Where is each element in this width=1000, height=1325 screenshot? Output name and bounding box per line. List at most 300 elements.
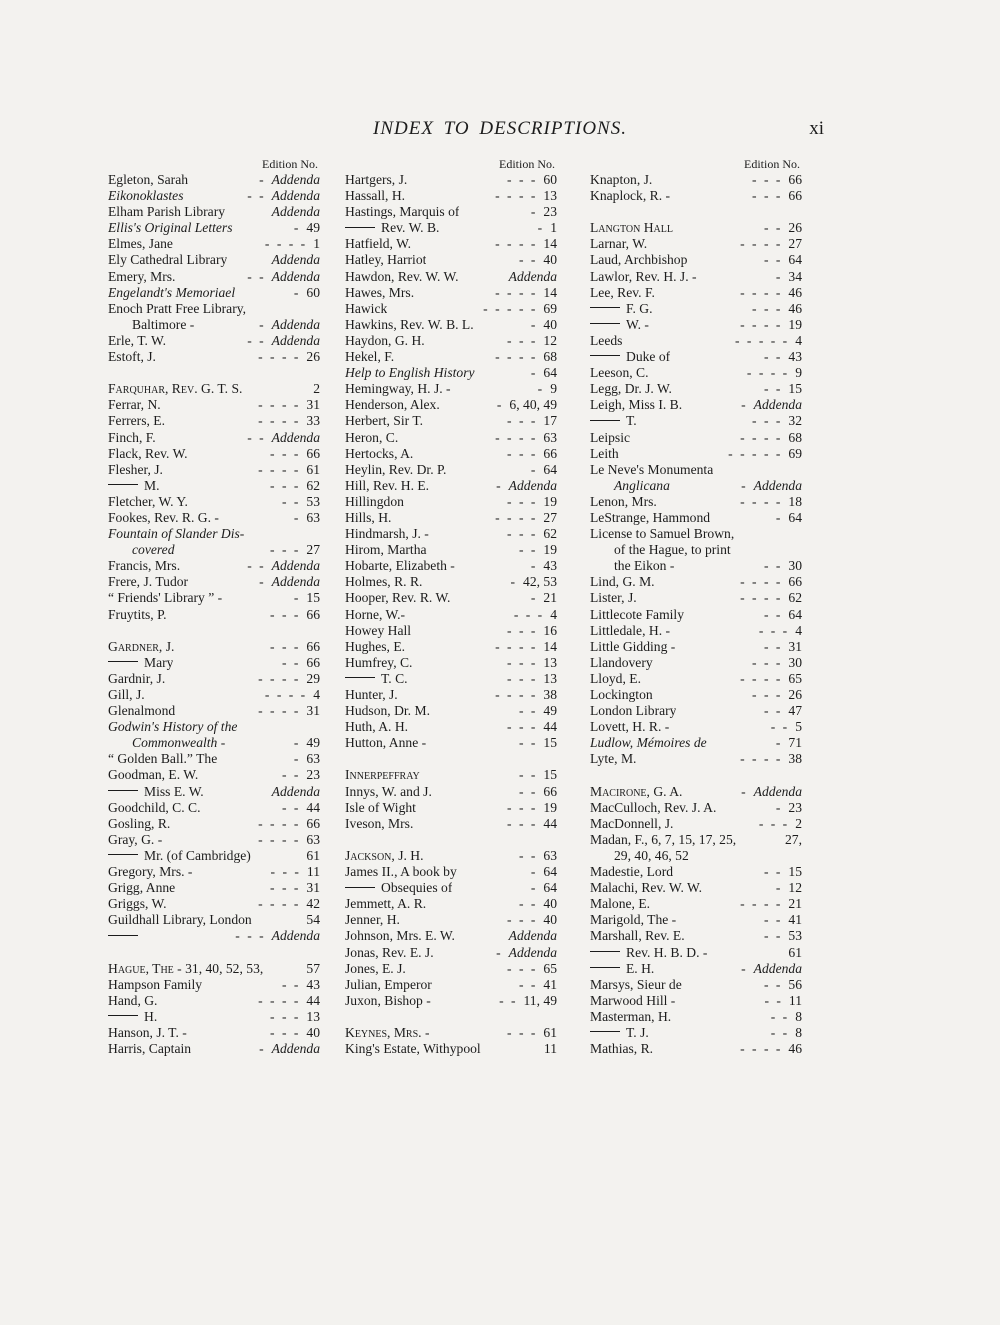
entry-leader: - — [293, 751, 301, 767]
entry-edition-number: 21 — [788, 896, 802, 912]
entry-name: Hobarte, Elizabeth - — [345, 558, 455, 574]
entry-leader: - — [259, 574, 266, 590]
entry-name: Juxon, Bishop - — [345, 992, 431, 1008]
index-entry — [108, 655, 320, 671]
entry-name: Help to English History — [345, 365, 475, 381]
entry-leader: - - — [763, 252, 783, 268]
index-entry — [345, 558, 557, 574]
entry-leader: - - — [281, 976, 301, 992]
entry-leader: - - - - — [258, 831, 301, 847]
entry-name: Hooper, Rev. R. W. — [345, 590, 451, 606]
entry-leader: - - — [281, 799, 301, 815]
index-entry — [345, 639, 557, 655]
entry-leader: - — [293, 284, 301, 300]
index-entry — [345, 896, 557, 912]
index-entry — [345, 1041, 557, 1057]
entry-name: T. J. — [590, 1025, 649, 1041]
index-entry — [345, 301, 557, 317]
index-entry — [108, 945, 320, 961]
entry-edition-number: 44 — [543, 815, 557, 831]
entry-leader: - - — [518, 252, 538, 268]
entry-leader: - - - — [507, 526, 538, 542]
entry-edition-number: 61 — [543, 1024, 557, 1040]
entry-name — [108, 928, 144, 944]
entry-edition-number: 61 — [788, 944, 802, 960]
index-entry — [590, 784, 802, 800]
entry-leader: - - - — [758, 815, 790, 831]
entry-name: Herbert, Sir T. — [345, 413, 424, 429]
index-entry — [108, 430, 320, 446]
entry-edition-number: 65 — [543, 960, 557, 976]
entry-name: Iveson, Mrs. — [345, 815, 414, 831]
index-entry — [108, 800, 320, 816]
entry-edition-number: 69 — [543, 300, 557, 316]
entry-name: Lockington — [590, 687, 653, 702]
entry-name: Hills, H. — [345, 509, 392, 525]
entry-name: Gregory, Mrs. - — [108, 864, 193, 880]
index-entry — [345, 236, 557, 252]
entry-name: Erle, T. W. — [108, 332, 167, 348]
entry-leader: - — [496, 477, 503, 493]
entry-edition-number: 47 — [788, 703, 802, 719]
index-entry — [590, 397, 802, 413]
entry-edition-number: 11, 49 — [523, 992, 557, 1008]
entry-leader: - - - — [270, 1008, 301, 1024]
entry-edition-number: 13 — [543, 188, 557, 204]
entry-leader: - - — [763, 864, 783, 880]
entry-leader: - - - — [507, 670, 538, 686]
entry-name: Leipsic — [590, 429, 631, 445]
index-entry — [345, 494, 557, 510]
index-entry — [590, 945, 802, 961]
entry-name: Commonwealth - — [132, 735, 226, 751]
entry-name: Gardnir, J. — [108, 670, 166, 686]
entry-edition-number: 64 — [788, 606, 802, 622]
entry-edition-number: 19 — [543, 799, 557, 815]
entry-name: Ely Cathedral Library — [108, 252, 228, 268]
entry-leader: - - - — [752, 687, 783, 702]
entry-edition-number: 66 — [788, 574, 802, 590]
entry-leader: - - - — [507, 654, 538, 670]
entry-edition-number: 65 — [788, 670, 802, 686]
entry-edition-number: 31 — [306, 703, 320, 719]
index-entry — [345, 671, 557, 687]
entry-name: Innys, W. and J. — [345, 783, 432, 799]
index-entry — [345, 510, 557, 526]
entry-edition-number: 33 — [306, 413, 320, 429]
entry-name: Fookes, Rev. R. G. - — [108, 509, 219, 525]
entry-leader: - - - — [513, 606, 545, 622]
entry-name: Duke of — [590, 349, 670, 365]
entry-leader: - - - - — [495, 509, 538, 525]
entry-leader: - - - - — [258, 349, 301, 365]
entry-leader: - - - - — [740, 316, 783, 332]
entry-leader: - - - - — [258, 896, 301, 912]
entry-leader: - — [775, 735, 783, 751]
index-entry — [345, 365, 557, 381]
entry-name: Ellis's Original Letters — [108, 220, 233, 236]
entry-name: Miss E. W. — [108, 784, 204, 800]
index-entry — [108, 172, 320, 188]
entry-leader: - - — [518, 735, 538, 751]
entry-name: Malachi, Rev. W. W. — [590, 880, 703, 896]
index-entry — [345, 574, 557, 590]
index-entry — [590, 204, 802, 220]
index-entry — [108, 993, 320, 1009]
index-entry — [108, 928, 320, 944]
index-entry — [345, 430, 557, 446]
index-entry — [345, 945, 557, 961]
index-entry — [590, 172, 802, 188]
entry-edition-number: 64 — [543, 864, 557, 880]
entry-name: Anglicana — [614, 477, 670, 493]
entry-edition-number: 43 — [306, 976, 320, 992]
entry-name: Obsequies of — [345, 880, 452, 896]
entry-leader: - - - — [752, 188, 783, 204]
index-entry — [108, 590, 320, 606]
index-entry — [345, 800, 557, 816]
entry-name: M. — [108, 478, 160, 494]
index-entry — [590, 864, 802, 880]
entry-edition-number: 9 — [550, 381, 557, 397]
entry-leader: - — [259, 172, 266, 187]
entry-edition-number: 27 — [543, 509, 557, 525]
entry-edition-number: 8 — [795, 1024, 802, 1040]
entry-name: MacCulloch, Rev. J. A. — [590, 799, 717, 815]
entry-edition-number: 2 — [313, 381, 320, 397]
entry-edition-number: 12 — [788, 880, 802, 896]
entry-leader: - - - - — [740, 670, 783, 686]
entry-leader: - - - - — [495, 349, 538, 365]
entry-edition-number: 66 — [306, 815, 320, 831]
entry-name: Hill, Rev. H. E. — [345, 477, 430, 493]
index-entry — [108, 816, 320, 832]
entry-name: Godwin's History of the — [108, 719, 238, 735]
entry-edition-number: 40 — [543, 316, 557, 332]
index-entry — [345, 172, 557, 188]
entry-leader: - — [293, 509, 301, 525]
entry-leader: - - - — [270, 638, 301, 654]
entry-edition-number: 11 — [543, 1041, 557, 1057]
entry-edition-number: Addenda — [271, 268, 320, 284]
entry-name: Ferrers, E. — [108, 413, 165, 429]
entry-name: Marigold, The - — [590, 912, 677, 928]
index-entry — [590, 816, 802, 832]
entry-leader: - — [293, 590, 301, 606]
entry-name: Keynes, Mrs. - — [345, 1024, 430, 1040]
index-entry — [590, 832, 802, 848]
entry-name: Lyte, M. — [590, 751, 637, 767]
entry-leader: - — [775, 799, 783, 815]
entry-name: Llandovery — [590, 654, 653, 670]
index-entry — [345, 542, 557, 558]
entry-edition-number: 43 — [543, 558, 557, 574]
entry-name: Heylin, Rev. Dr. P. — [345, 461, 447, 477]
index-entry — [345, 961, 557, 977]
index-entry — [108, 526, 320, 542]
entry-name: Lenon, Mrs. — [590, 493, 657, 509]
entry-name: Leith — [590, 445, 619, 461]
entry-name: Hirom, Martha — [345, 542, 427, 558]
index-entry — [590, 526, 802, 542]
index-entry — [590, 623, 802, 639]
entry-edition-number: 66 — [788, 172, 802, 187]
entry-leader: - - - - — [258, 992, 301, 1008]
index-entry — [108, 767, 320, 783]
entry-leader: - - - — [507, 960, 538, 976]
entry-edition-number: 49 — [543, 703, 557, 719]
entry-name: Hawkins, Rev. W. B. L. — [345, 316, 474, 332]
index-entry — [590, 912, 802, 928]
entry-name: Goodchild, C. C. — [108, 799, 201, 815]
index-entry — [108, 639, 320, 655]
index-entry — [108, 204, 320, 220]
entry-edition-number: 4 — [795, 622, 802, 638]
entry-leader: - — [530, 461, 538, 477]
index-entry — [108, 961, 320, 977]
index-entry — [108, 317, 320, 333]
index-entry — [108, 220, 320, 236]
entry-edition-number: Addenda — [271, 316, 320, 332]
entry-leader: - - - - - — [734, 332, 790, 348]
entry-name: Heron, C. — [345, 429, 399, 445]
index-entry — [345, 703, 557, 719]
entry-leader: - - - — [507, 815, 538, 831]
entry-name: Laud, Archbishop — [590, 252, 688, 268]
index-entry — [345, 735, 557, 751]
index-entry — [345, 687, 557, 703]
index-entry — [345, 623, 557, 639]
index-entry — [590, 735, 802, 751]
entry-edition-number: 15 — [306, 590, 320, 606]
entry-edition-number: 63 — [306, 509, 320, 525]
entry-leader: - - — [763, 558, 783, 574]
entry-edition-number: 62 — [788, 590, 802, 606]
entry-leader: - - - — [507, 1024, 538, 1040]
entry-edition-number: Addenda — [753, 477, 802, 493]
entry-leader: - - - — [752, 654, 783, 670]
entry-edition-number: 40 — [543, 912, 557, 928]
entry-leader: - - - — [270, 477, 301, 493]
index-entry — [345, 317, 557, 333]
entry-edition-number: 64 — [543, 365, 557, 381]
entry-edition-number: 63 — [543, 847, 557, 863]
entry-name: Mr. (of Cambridge) — [108, 848, 251, 864]
entry-edition-number: 31 — [306, 880, 320, 896]
entry-edition-number: 43 — [788, 349, 802, 365]
entry-name: Hawick — [345, 300, 388, 316]
entry-name: Larnar, W. — [590, 236, 648, 252]
index-entry — [345, 252, 557, 268]
index-entry — [108, 542, 320, 558]
entry-name: Egleton, Sarah — [108, 172, 189, 187]
index-entries — [108, 172, 320, 1057]
index-entry — [590, 542, 802, 558]
entry-leader: - - - - — [495, 429, 538, 445]
index-entry — [590, 977, 802, 993]
entry-edition-number: Addenda — [753, 783, 802, 799]
entry-leader: - - — [518, 783, 538, 799]
entry-edition-number: 53 — [788, 928, 802, 944]
index-entry — [590, 751, 802, 767]
entry-name: Le Neve's Monumenta — [590, 461, 714, 477]
entry-leader: - - - — [507, 445, 538, 461]
index-entries — [345, 172, 557, 1057]
entry-edition-number: 26 — [306, 349, 320, 365]
entry-name: Johnson, Mrs. E. W. — [345, 928, 455, 944]
entry-edition-number: 8 — [795, 1008, 802, 1024]
entry-name: Madan, F., 6, 7, 15, 17, 25, — [590, 831, 737, 847]
entry-leader: - - — [518, 703, 538, 719]
index-entry — [590, 188, 802, 204]
index-entry — [345, 446, 557, 462]
index-entry — [590, 1009, 802, 1025]
entry-leader: - - - - — [495, 638, 538, 654]
entry-edition-number: 27 — [788, 236, 802, 252]
index-entry — [345, 767, 557, 783]
entry-edition-number: 2 — [795, 815, 802, 831]
entry-name: Fletcher, W. Y. — [108, 493, 188, 509]
index-entry — [108, 607, 320, 623]
index-entry — [590, 574, 802, 590]
index-entry — [590, 269, 802, 285]
entry-name: Humfrey, C. — [345, 654, 413, 670]
entry-name: Huth, A. H. — [345, 719, 409, 735]
entry-name: Hawes, Mrs. — [345, 284, 415, 300]
entry-edition-number: 63 — [306, 831, 320, 847]
entry-edition-number: 13 — [306, 1008, 320, 1024]
entry-edition-number: 54 — [306, 912, 320, 928]
entry-edition-number: 21 — [543, 590, 557, 606]
index-entry — [108, 751, 320, 767]
entry-edition-number: 68 — [788, 429, 802, 445]
entry-edition-number: 32 — [788, 413, 802, 429]
entry-leader: - - - — [507, 719, 538, 735]
entry-leader: - - - - — [740, 1041, 783, 1057]
entry-edition-number: 42 — [306, 896, 320, 912]
index-entry — [590, 607, 802, 623]
entry-leader: - - - — [752, 300, 783, 316]
index-entry — [345, 381, 557, 397]
entry-edition-number: Addenda — [271, 172, 320, 187]
edition-no-heading: Edition No. — [744, 157, 800, 171]
index-entry — [108, 333, 320, 349]
index-entry — [590, 639, 802, 655]
entry-leader: - - - - — [740, 284, 783, 300]
index-entry — [108, 462, 320, 478]
entry-edition-number: Addenda — [508, 928, 557, 944]
index-entry — [108, 510, 320, 526]
entry-leader: - - - - — [495, 284, 538, 300]
entry-leader: - - - - — [258, 413, 301, 429]
entry-leader: - - - - — [264, 236, 308, 252]
entry-name: T. — [590, 413, 637, 429]
index-entry — [345, 333, 557, 349]
entry-leader: - - — [499, 992, 518, 1008]
entry-edition-number: 15 — [543, 735, 557, 751]
entry-leader: - - — [281, 767, 301, 783]
entry-edition-number: 9 — [795, 365, 802, 381]
entry-leader: - - - — [270, 864, 301, 880]
entry-edition-number: 40 — [543, 896, 557, 912]
entry-name: Macirone, G. A. — [590, 783, 683, 799]
entry-name: Rev. H. B. D. - — [590, 945, 707, 961]
entry-name: of the Hague, to print — [614, 542, 731, 558]
entry-leader: - — [741, 477, 748, 493]
entry-leader: - - - — [758, 622, 790, 638]
entry-leader: - - - - — [495, 188, 538, 204]
entry-name: LeStrange, Hammond — [590, 509, 711, 525]
entry-edition-number: Addenda — [271, 783, 320, 799]
entry-leader: - - - - — [740, 493, 783, 509]
page-number: xi — [809, 118, 824, 139]
index-entry — [108, 413, 320, 429]
index-entry — [108, 349, 320, 365]
index-entry — [345, 928, 557, 944]
index-entry — [345, 590, 557, 606]
entry-name: Marwood Hill - — [590, 992, 676, 1008]
entry-name: Henderson, Alex. — [345, 397, 440, 413]
index-entry — [108, 735, 320, 751]
entry-edition-number: Addenda — [271, 332, 320, 348]
entry-edition-number: 61 — [306, 461, 320, 477]
entry-leader: - - - - — [258, 461, 301, 477]
entry-edition-number: 13 — [543, 670, 557, 686]
index-entry — [345, 864, 557, 880]
entry-edition-number: 19 — [543, 493, 557, 509]
entry-name: “ Friends' Library ” - — [108, 590, 223, 606]
entry-name: Julian, Emperor — [345, 976, 432, 992]
entry-name: Estoft, J. — [108, 349, 156, 365]
entry-edition-number: Addenda — [508, 268, 557, 284]
entry-name: Frere, J. Tudor — [108, 574, 189, 590]
entry-edition-number: 66 — [788, 188, 802, 204]
entry-name: Knapton, J. — [590, 172, 653, 187]
entry-edition-number: 5 — [795, 719, 802, 735]
entry-name: Malone, E. — [590, 896, 651, 912]
entry-name: Gardner, J. — [108, 638, 175, 654]
index-entry — [590, 928, 802, 944]
index-entry — [590, 719, 802, 735]
entry-name: Glenalmond — [108, 703, 176, 719]
entry-edition-number: 17 — [543, 413, 557, 429]
entry-name: Gosling, R. — [108, 815, 171, 831]
entry-edition-number: 14 — [543, 638, 557, 654]
entry-name: License to Samuel Brown, — [590, 526, 735, 542]
entry-name: Flesher, J. — [108, 461, 163, 477]
entry-name: Harris, Captain — [108, 1041, 192, 1057]
entry-name: Ludlow, Mémoires de — [590, 735, 707, 751]
entry-name: Knaplock, R. - — [590, 188, 671, 204]
index-entry — [590, 236, 802, 252]
entry-edition-number: 14 — [543, 236, 557, 252]
entry-name: Mary — [108, 655, 173, 671]
entry-leader: - — [530, 864, 538, 880]
entry-name: Hillingdon — [345, 493, 404, 509]
index-entry — [108, 252, 320, 268]
entry-leader: - - - - — [740, 574, 783, 590]
entry-name: Jemmett, A. R. — [345, 896, 427, 912]
index-entry — [590, 1025, 802, 1041]
index-entry — [108, 719, 320, 735]
entry-leader: - — [741, 960, 748, 976]
entry-name: Ferrar, N. — [108, 397, 161, 413]
entry-leader: - - — [763, 349, 783, 365]
entry-leader: - - — [518, 847, 538, 863]
entry-leader: - - - — [270, 1024, 301, 1040]
index-entry — [345, 1025, 557, 1041]
entry-edition-number: 66 — [306, 638, 320, 654]
